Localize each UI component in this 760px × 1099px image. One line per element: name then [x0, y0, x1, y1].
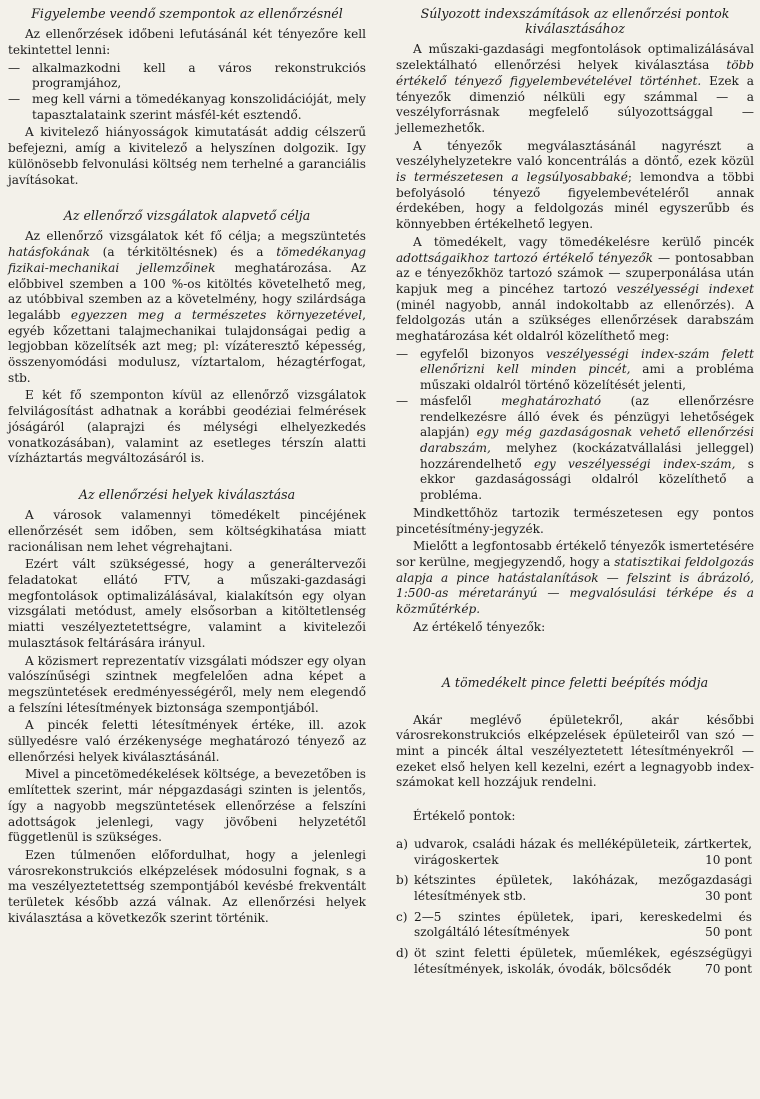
left-column: [8, 6, 366, 928]
item-text: öt szint feletti épületek, műemlékek, egészségügyi létesítmények, iskolák, óvodák, bölcsődék: [414, 946, 752, 976]
paragraph: Ezen túlmenően előfordulhat, hogy a jelenlegi városrekonstrukciós elképzelések módosulni fognak, s a ma veszélyeztetettség szempontjából kevésbé frekventált területek később azzá válnak. Az ellenőrzési helyek kiválasztása a következők szerint történik.: [8, 847, 366, 925]
section-heading: Az ellenőrzési helyek kiválasztása: [78, 486, 296, 502]
item-label: d): [396, 946, 409, 961]
item-label: b): [396, 873, 409, 888]
item-points: 10 pont: [705, 852, 752, 867]
paragraph: A műszaki-gazdasági megfontolások optimalizálásával szelektálható ellenőrzési helyek kiválasztása több értékelő tényező figyelembevételével történhet. Ezek a tényezők dimenzió nélküli egy számmal — a veszélyforrásnak megfelelő súlyozottsággal — jellemezhetők.: [396, 42, 754, 135]
paragraph: A tömedékelt, vagy tömedékelésre kerülő pincék adottságaikhoz tartozó értékelő tényezők — pontosabban az e tényezőkhöz tartozó számok — szuperponálása után kapjuk meg a pincéhez tartozó veszélyességi indexet (minél nagyobb, annál indokoltabb az ellenőrzés). A feldolgozás után a szükséges ellenőrzések darabszám meghatározása két oldalról közelíthető meg:: [396, 234, 754, 344]
score-list: [396, 837, 754, 978]
paragraph: Mielőtt a legfontosabb értékelő tényezők ismertetésére sor kerülne, megjegyzendő, hogy a statisztikai feldolgozás alapja a pince hatástalanítások — felszint is ábrázoló, 1:500-as méretarányú — megvalósulási térképe és a közműtérkép.: [396, 539, 755, 617]
right-column: [396, 6, 754, 982]
paragraph: A kivitelező hiányosságok kimutatását addig célszerű befejezni, amíg a kivitelező a helyszínen dolgozik. Igy különösebb felvonulási költség nem terhelné a garanciális javításokat.: [8, 125, 366, 187]
item-points: 30 pont: [705, 888, 752, 903]
paragraph: Értékelő pontok:: [412, 809, 516, 824]
paragraph: Az ellenőrzések időbeni lefutásánál két tényezőre kell tekintettel lenni:: [8, 27, 366, 57]
paragraph: A pincék feletti létesítmények értéke, ill. azok süllyedésre való érzékenysége meghatározó tényező az ellenőrzési helyek kiválasztásánál.: [8, 718, 366, 764]
section-heading: Figyelembe veendő szempontok az ellenőrzésnél: [31, 6, 343, 21]
list-item: — egyfelől bizonyos veszélyességi index-szám felett ellenőrizni kell minden pincét, ami a probléma műszaki oldalról történő közelítését jelenti,: [396, 347, 754, 394]
paragraph: Az értékelő tényezők:: [412, 619, 546, 634]
list-item: — alkalmazkodni kell a város rekonstrukciós programjához,: [8, 61, 366, 92]
score-item: [396, 910, 754, 941]
score-item: [396, 873, 754, 904]
item-label: c): [396, 909, 408, 924]
dash-list: [396, 347, 754, 504]
section-heading: Súlyozott indexszámítások az ellenőrzési pontok kiválasztásához: [420, 6, 730, 37]
item-points: 50 pont: [705, 925, 752, 940]
dash-list: [8, 61, 366, 124]
list-item: — meg kell várni a tömedékanyag konszolidációját, mely tapasztalataink szerint másfél-két esztendő.: [8, 92, 366, 123]
paragraph: E két fő szemponton kívül az ellenőrző vizsgálatok felvilágosítást adhatnak a korábbi geodéziai felmérések jóságáról (alaprajzi és mélységi elhelyezkedés vonatkozásában), valamint az esetleges térszín alatti vízháztartás megváltozásáról is.: [8, 388, 366, 466]
paragraph: A közismert reprezentatív vizsgálati módszer egy olyan valószínűségi szintnek megfelelően adna képet a megszüntetések eredményességéről, mely nem elegendő a felszíni létesítmények biztonsága szempontjából.: [8, 653, 366, 715]
list-item: — másfelől meghatározható (az ellenőrzésre rendelkezésre álló évek és pénzügyi lehetőségek alapján) egy még gazdaságosnak vehető ellenőrzési darabszám, melyhez (kockázatvállalási jelleggel) hozzárendelhető egy veszélyességi index-szám, s ekkor gazdaságossági oldalról közelíthető a probléma.: [396, 394, 754, 504]
item-text: kétszintes épületek, lakóházak, mezőgazdasági létesítmények stb.: [414, 873, 752, 903]
paragraph: Akár meglévő épületekről, akár későbbi városrekonstrukciós elképzelések épületeiről van szó — mint a pincék által veszélyeztetett létesítményekről — ezeket első helyen kell kezelni, ezért a legnagyobb index-számokat kell hozzájuk rendelni.: [396, 712, 754, 790]
paragraph: A városok valamennyi tömedékelt pincéjének ellenőrzését sem időben, sem költségkihatása miatt racionálisan nem lehet végrehajtani.: [8, 508, 366, 554]
score-item: [396, 837, 754, 868]
section-heading: A tömedékelt pince feletti beépítés módja: [441, 675, 709, 691]
paragraph: Mindkettőhöz tartozik természetesen egy pontos pincetésítmény-jegyzék.: [396, 505, 754, 536]
score-item: [396, 946, 754, 977]
paragraph: Az ellenőrző vizsgálatok két fő célja; a megszüntetés hatásfokának (a térkitöltésnek) és a tömedékanyag fizikai-mechanikai jellemzőinek meghatározása. Az előbbivel szemben a 100 %-os kitöltés követelhető meg, az utóbbival szemben az a követelmény, hogy szilárdsága legalább egyezzen meg a természetes környezetével, egyéb kőzettani talajmechanikai tulajdonságai pedig a legjobban közelítsék azt meg; pl: vízáteresztő képesség, összenyomódási modulusz, víztartalom, hézagtérfogat, stb.: [8, 229, 366, 385]
item-label: a): [396, 836, 408, 851]
item-text: 2—5 szintes épületek, ipari, kereskedelmi és szolgáltáló létesítmények: [414, 909, 752, 940]
item-points: 70 pont: [705, 961, 752, 976]
paragraph: Mivel a pincetömedékelések költsége, a bevezetőben is említettek szerint, már népgazdasági szinten is jelentős, így a nagyobb megszüntetések ellenőrzése a felszíni adottságok jelenlegi, vagy jövőbeni helyzetétől függetlenül is szükséges.: [8, 767, 366, 845]
section-heading: Az ellenőrző vizsgálatok alapvető célja: [63, 208, 311, 224]
paragraph: A tényezők megválasztásánál nagyrészt a veszélyhelyzetekre való koncentrálás a döntő, ezek közül is természetesen a legsúlyosabbaké; lemondva a többi befolyásoló tényező figyelembevételéről annak érdekében, hogy a feldolgozás minél egyszerűbb és könnyebben értékelhető legyen.: [396, 138, 754, 232]
paragraph: Ezért vált szükségessé, hogy a generáltervezői feladatokat ellátó FTV, a műszaki-gazdasági megfontolások optimalizálásával, kialakítsón egy olyan vizsgálati metódust, amely elsősorban a kitöltetlenség miatti veszélyeztetettségre, valamint a kivitelezői mulasztások feltárására irányul.: [8, 557, 366, 650]
item-text: udvarok, családi házak és melléképületeik, zártkertek, virágoskertek: [414, 836, 752, 867]
